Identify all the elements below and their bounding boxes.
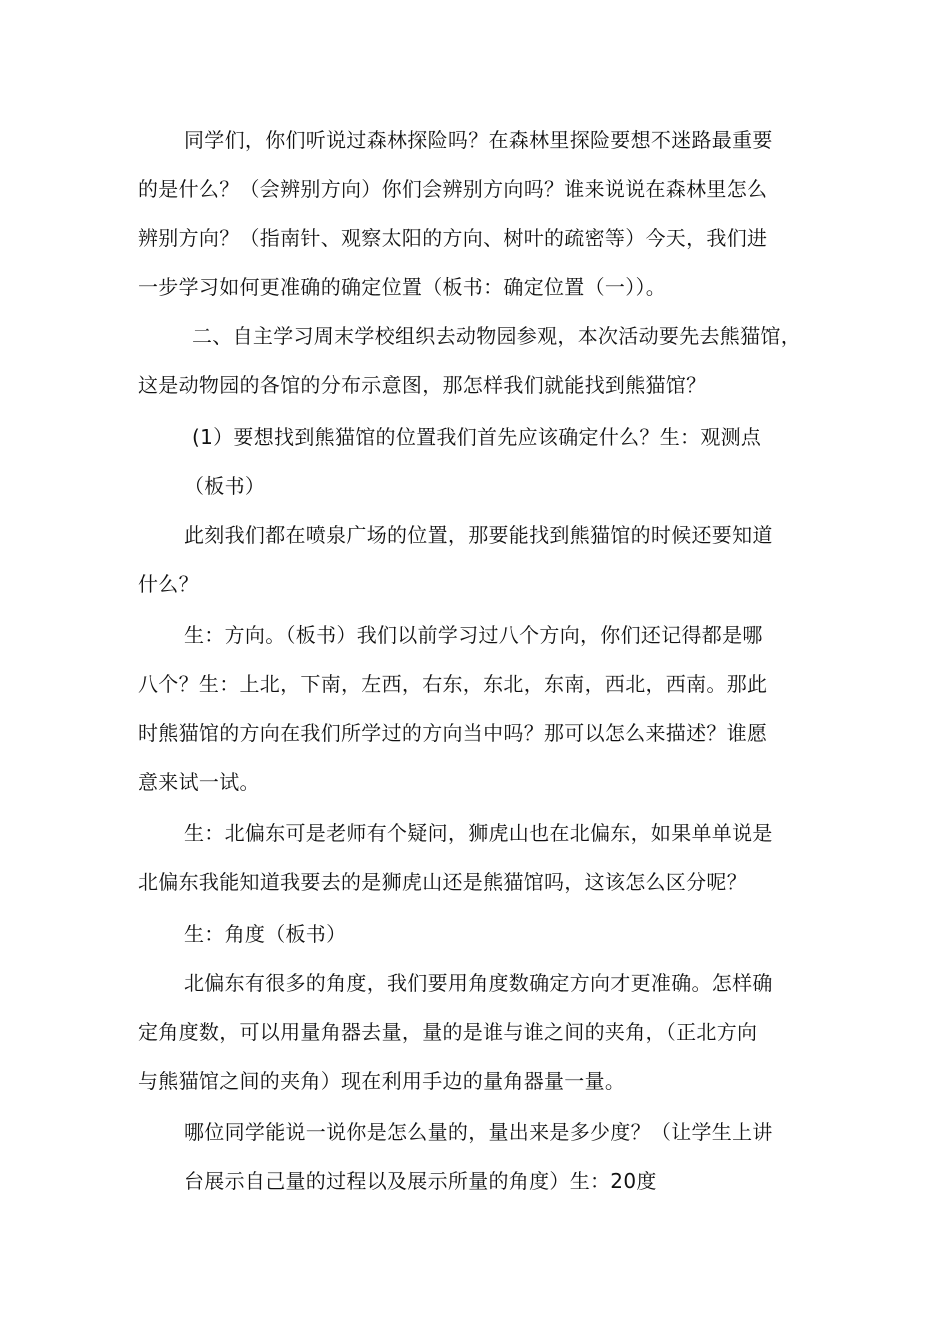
- text-line: 哪位同学能说一说你是怎么量的，量出来是多少度？（让学生上讲: [184, 1120, 773, 1144]
- text-line: 时熊猫馆的方向在我们所学过的方向当中吗？那可以怎么来描述？谁愿: [138, 721, 768, 745]
- text-line: 八个？生：上北，下南，左西，右东，东北，东南，西北，西南。那此: [138, 672, 768, 696]
- text-line: 意来试一试。: [138, 770, 260, 794]
- text-line: 与熊猫馆之间的夹角）现在利用手边的量角器量一量。: [138, 1069, 626, 1093]
- text-line: 北偏东我能知道我要去的是狮虎山还是熊猫馆吗，这该怎么区分呢？: [138, 870, 747, 894]
- text-line: 定角度数，可以用量角器去量，量的是谁与谁之间的夹角，（正北方向: [138, 1020, 758, 1044]
- text-line: 什么？: [138, 572, 199, 596]
- text-line: 台展示自己量的过程以及展示所量的角度）生：20度: [184, 1169, 657, 1193]
- text-line: （板书）: [184, 474, 266, 498]
- text-line: 辨别方向？（指南针、观察太阳的方向、树叶的疏密等）今天，我们进: [138, 226, 768, 250]
- text-line: 二、自主学习周末学校组织去动物园参观，本次活动要先去熊猫馆，: [192, 324, 801, 348]
- text-line: 生：北偏东可是老师有个疑问，狮虎山也在北偏东，如果单单说是: [184, 821, 773, 845]
- text-line: 此刻我们都在喷泉广场的位置，那要能找到熊猫馆的时候还要知道: [184, 523, 773, 547]
- text-line: 生：角度（板书）: [184, 922, 347, 946]
- text-line: 生：方向。（板书）我们以前学习过八个方向，你们还记得都是哪: [184, 623, 763, 647]
- text-line: 一步学习如何更准确的确定位置（板书：确定位置（一））。: [138, 275, 667, 299]
- text-line: (1）要想找到熊猫馆的位置我们首先应该确定什么？生：观测点: [192, 425, 762, 449]
- text-line: 的是什么？（会辨别方向）你们会辨别方向吗？谁来说说在森林里怎么: [138, 177, 768, 201]
- text-line: 同学们，你们听说过森林探险吗？在森林里探险要想不迷路最重要: [184, 128, 773, 152]
- text-line: 这是动物园的各馆的分布示意图，那怎样我们就能找到熊猫馆？: [138, 373, 707, 397]
- text-line: 北偏东有很多的角度，我们要用角度数确定方向才更准确。怎样确: [184, 971, 773, 995]
